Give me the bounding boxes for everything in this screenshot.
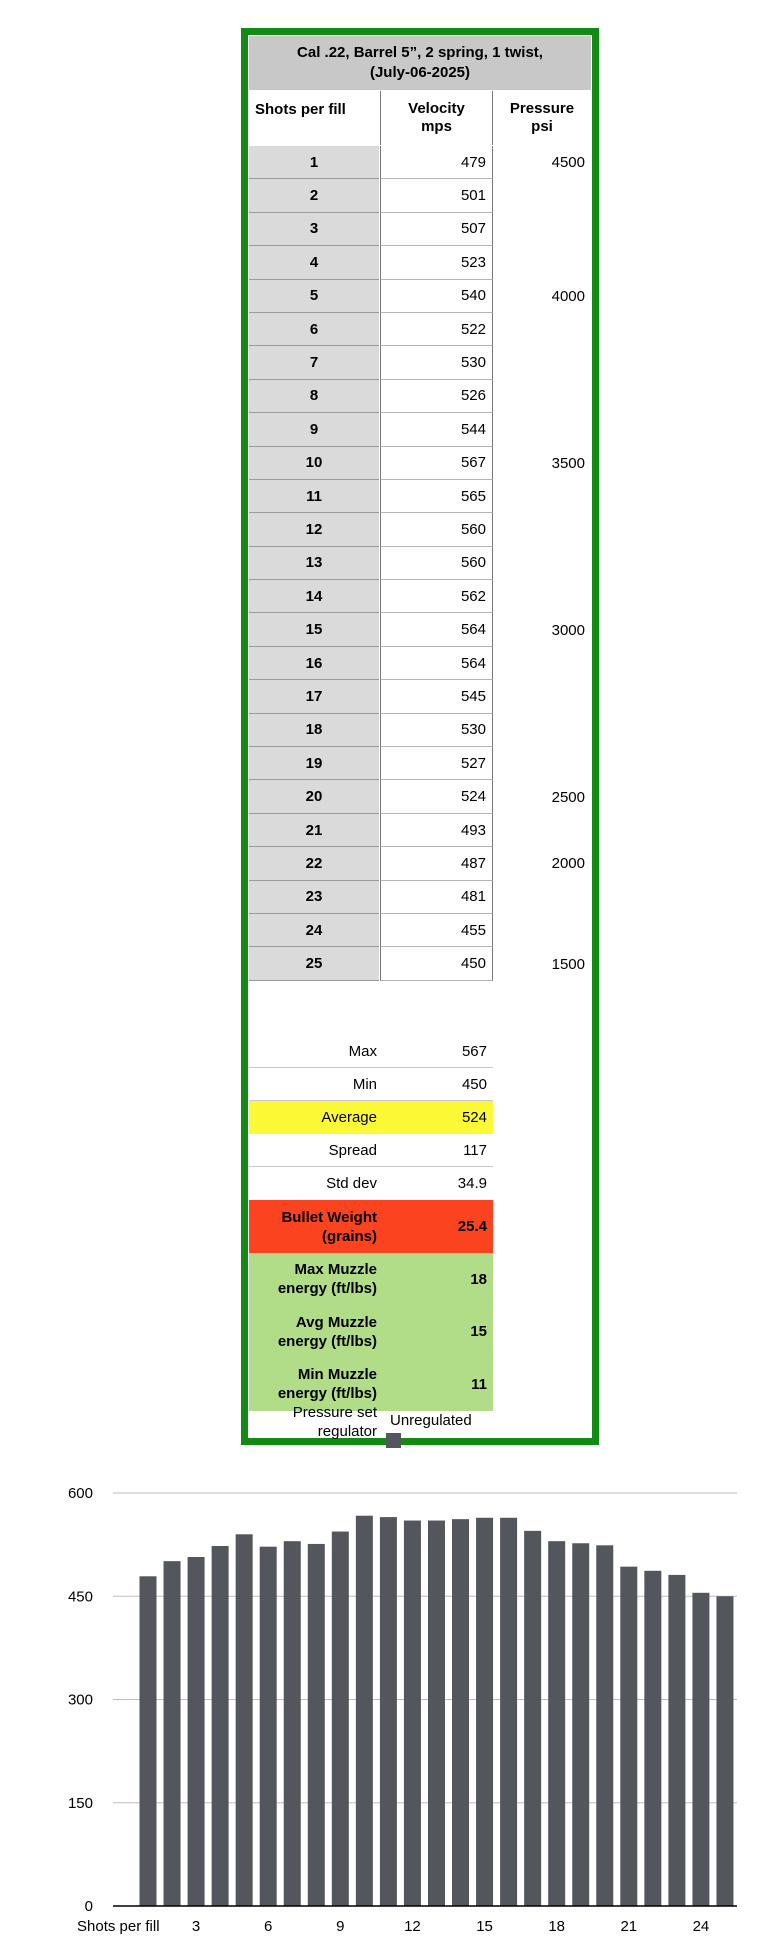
header-velocity-label: Velocity: [408, 100, 465, 117]
regulator-label-line1: Pressure set: [292, 1404, 377, 1421]
regulator-value: Unregulated: [390, 1412, 472, 1429]
pressure-cell: 2000: [551, 855, 585, 873]
shot-number-cell: 4: [249, 246, 379, 279]
table-row: [249, 747, 591, 780]
regulator-label: [249, 1403, 377, 1441]
legend-swatch: [386, 1433, 401, 1448]
velocity-cell: 560: [380, 547, 493, 580]
table-row: [249, 280, 591, 313]
shot-number-cell: 20: [249, 780, 379, 813]
avg-muzzle-energy-row: [249, 1306, 493, 1359]
x-tick-label: 9: [336, 1918, 345, 1935]
min-muzzle-energy-line1: Min Muzzle: [297, 1366, 377, 1384]
shot-number-cell: 25: [249, 947, 379, 980]
max-muzzle-energy-label: [249, 1260, 377, 1298]
shot-number-cell: 17: [249, 680, 379, 713]
velocity-cell: 544: [380, 413, 493, 446]
y-tick-label: 150: [67, 1794, 93, 1812]
table-row: [249, 714, 591, 747]
velocity-cell: 481: [380, 881, 493, 914]
velocity-cell: 530: [380, 346, 493, 379]
table-row: [249, 213, 591, 246]
stat-spread-label: Spread: [328, 1141, 377, 1159]
stat-min-value: 450: [461, 1075, 487, 1093]
table-row: [249, 146, 591, 179]
table-row: [249, 246, 591, 279]
stat-spread: [249, 1134, 493, 1167]
bar-shot-22: [644, 1571, 661, 1906]
shot-number-cell: 10: [249, 447, 379, 480]
pressure-cell: [493, 413, 591, 446]
shot-number-cell: 23: [249, 881, 379, 914]
bar-shot-9: [332, 1532, 349, 1906]
bar-shot-1: [140, 1576, 157, 1906]
shot-number-cell: 2: [249, 179, 379, 212]
shot-number-cell: 13: [249, 547, 379, 580]
chart-x-axis-label: Shots per fill: [77, 1918, 160, 1935]
avg-muzzle-energy-line1: Avg Muzzle: [295, 1313, 377, 1331]
pressure-cell: [493, 814, 591, 847]
header-shots-per-fill: [249, 91, 379, 145]
bar-shot-10: [356, 1516, 373, 1906]
pressure-cell: 3000: [551, 621, 585, 639]
table-row: [249, 313, 591, 346]
shot-number-cell: 6: [249, 313, 379, 346]
table-row: [249, 480, 591, 513]
stat-average-label: Average: [321, 1109, 377, 1126]
y-tick-label: 300: [67, 1691, 93, 1709]
pressure-cell: [493, 881, 591, 914]
stat-average-value: 524: [461, 1109, 487, 1126]
bullet-weight-label-line2: (grains): [321, 1227, 377, 1245]
table-row: [249, 179, 591, 212]
table-row: [249, 914, 591, 947]
bar-shot-5: [236, 1534, 253, 1906]
pressure-cell: [493, 647, 591, 680]
velocity-cell: 564: [380, 613, 493, 646]
velocity-cell: 501: [380, 179, 493, 212]
bar-shot-8: [308, 1544, 325, 1906]
x-tick-label: 24: [692, 1918, 710, 1935]
table-row: [249, 780, 591, 813]
x-tick-label: 3: [191, 1918, 201, 1935]
max-muzzle-energy-line2: energy (ft/lbs): [277, 1280, 377, 1298]
table-row: [249, 680, 591, 713]
chart-x-tick-labels: [192, 1918, 709, 1935]
header-pressure-label: Pressure: [509, 100, 575, 117]
velocity-cell: 455: [380, 914, 493, 947]
shot-number-cell: 11: [249, 480, 379, 513]
bar-shot-3: [188, 1557, 205, 1906]
avg-muzzle-energy-value: 15: [470, 1323, 487, 1341]
stat-max-label: Max: [348, 1042, 377, 1060]
bar-shot-21: [620, 1567, 637, 1906]
bar-shot-7: [284, 1541, 301, 1906]
bar-shot-14: [452, 1519, 469, 1906]
pressure-cell: [493, 179, 591, 212]
y-tick-label: 0: [84, 1898, 93, 1915]
shot-number-cell: 16: [249, 647, 379, 680]
pressure-cell: [493, 213, 591, 246]
shot-number-cell: 3: [249, 213, 379, 246]
bar-shot-18: [548, 1541, 565, 1906]
pressure-cell: [493, 480, 591, 513]
shot-number-cell: 8: [249, 380, 379, 413]
pressure-cell: [493, 714, 591, 747]
bar-shot-13: [428, 1521, 445, 1906]
chart-gridlines: [113, 1493, 737, 1803]
pressure-cell: [493, 914, 591, 947]
min-muzzle-energy-line2: energy (ft/lbs): [277, 1385, 377, 1403]
table-row: [249, 947, 591, 980]
pressure-cell: [493, 680, 591, 713]
bar-shot-2: [164, 1561, 181, 1906]
shot-number-cell: 19: [249, 747, 379, 780]
table-row: [249, 613, 591, 646]
bullet-weight-label: [249, 1208, 377, 1246]
velocity-cell: 562: [380, 580, 493, 613]
pressure-cell: 2500: [551, 788, 585, 806]
min-muzzle-energy-value: 11: [471, 1375, 487, 1393]
pressure-cell: [493, 747, 591, 780]
velocity-bar-chart: [0, 1460, 776, 1937]
x-tick-label: 21: [620, 1918, 638, 1935]
shot-number-cell: 7: [249, 346, 379, 379]
velocity-cell: 526: [380, 380, 493, 413]
table-row: [249, 580, 591, 613]
velocity-cell: 523: [380, 246, 493, 279]
header-velocity: [380, 91, 493, 145]
stat-min-label: Min: [352, 1075, 377, 1093]
velocity-cell: 530: [380, 714, 493, 747]
stat-min: [249, 1068, 493, 1101]
max-muzzle-energy-line1: Max Muzzle: [294, 1261, 377, 1279]
table-row: [249, 447, 591, 480]
table-row: [249, 380, 591, 413]
velocity-table-panel: [241, 28, 599, 1445]
stat-std-dev: [249, 1167, 493, 1200]
stat-max: [249, 1035, 493, 1068]
velocity-cell: 567: [380, 447, 493, 480]
max-muzzle-energy-row: [249, 1253, 493, 1306]
pressure-cell: 4000: [551, 287, 585, 305]
regulator-label-line2: regulator: [317, 1423, 377, 1440]
bar-shot-17: [524, 1531, 541, 1906]
bar-shot-12: [404, 1521, 421, 1906]
bar-shot-4: [212, 1546, 229, 1906]
stat-spread-value: 117: [463, 1141, 487, 1159]
table-row: [249, 814, 591, 847]
bullet-weight-label-line1: Bullet Weight: [281, 1208, 377, 1226]
bar-shot-25: [716, 1596, 733, 1906]
bar-shot-20: [596, 1545, 613, 1906]
bar-shot-11: [380, 1517, 397, 1906]
y-tick-label: 450: [67, 1588, 93, 1606]
velocity-cell: 522: [380, 313, 493, 346]
y-tick-label: 600: [67, 1485, 93, 1502]
pressure-cell: [493, 246, 591, 279]
shot-number-cell: 18: [249, 714, 379, 747]
stat-std-dev-value: 34.9: [457, 1175, 487, 1192]
header-pressure-unit: psi: [531, 118, 553, 135]
velocity-cell: 565: [380, 480, 493, 513]
max-muzzle-energy-value: 18: [470, 1270, 487, 1288]
pressure-cell: [493, 580, 591, 613]
table-row: [249, 346, 591, 379]
chart-bars: [140, 1516, 734, 1906]
table-row: [249, 513, 591, 546]
velocity-cell: 564: [380, 647, 493, 680]
header-velocity-unit: mps: [421, 118, 452, 135]
velocity-cell: 545: [380, 680, 493, 713]
x-tick-label: 6: [264, 1918, 273, 1935]
table-row: [249, 547, 591, 580]
pressure-cell: 4500: [551, 154, 585, 172]
table-row: [249, 413, 591, 446]
avg-muzzle-energy-label: [249, 1313, 377, 1351]
table-body: [249, 146, 591, 981]
shot-number-cell: 15: [249, 613, 379, 646]
bar-shot-6: [260, 1547, 277, 1906]
stat-average: [249, 1101, 493, 1134]
velocity-cell: 540: [380, 280, 493, 313]
pressure-cell: [493, 547, 591, 580]
shot-number-cell: 12: [249, 513, 379, 546]
velocity-cell: 507: [380, 213, 493, 246]
velocity-cell: 560: [380, 513, 493, 546]
bar-shot-24: [692, 1593, 709, 1906]
regulator-row: [249, 1398, 591, 1448]
header-shots-label: Shots per fill: [255, 101, 346, 118]
velocity-cell: 450: [380, 947, 493, 980]
table-row: [249, 881, 591, 914]
pressure-cell: 3500: [551, 454, 585, 472]
stats-block: [249, 1035, 493, 1411]
bar-shot-16: [500, 1518, 517, 1906]
pressure-cell: [493, 313, 591, 346]
shot-number-cell: 1: [249, 146, 379, 179]
x-tick-label: 12: [404, 1918, 421, 1935]
shot-number-cell: 14: [249, 580, 379, 613]
velocity-cell: 524: [380, 780, 493, 813]
avg-muzzle-energy-line2: energy (ft/lbs): [277, 1332, 377, 1350]
table-row: [249, 647, 591, 680]
stat-std-dev-label: Std dev: [326, 1175, 377, 1192]
chart-y-tick-labels: [68, 1485, 93, 1915]
bar-shot-15: [476, 1518, 493, 1906]
x-tick-label: 18: [548, 1918, 566, 1935]
velocity-cell: 479: [380, 146, 493, 179]
table-row: [249, 847, 591, 880]
pressure-cell: [493, 380, 591, 413]
velocity-cell: 493: [380, 814, 493, 847]
velocity-cell: 527: [380, 747, 493, 780]
table-title-line2: (July-06-2025): [369, 64, 471, 81]
header-pressure: [493, 91, 591, 145]
pressure-cell: [493, 346, 591, 379]
table-title-line1: Cal .22, Barrel 5”, 2 spring, 1 twist,: [297, 44, 543, 61]
shot-number-cell: 21: [249, 814, 379, 847]
pressure-cell: 1500: [551, 955, 585, 973]
shot-number-cell: 24: [249, 914, 379, 947]
bullet-weight-row: [249, 1200, 493, 1253]
shot-number-cell: 9: [249, 413, 379, 446]
bar-shot-19: [572, 1543, 589, 1906]
x-tick-label: 15: [476, 1918, 493, 1935]
shot-number-cell: 5: [249, 280, 379, 313]
bar-shot-23: [668, 1575, 685, 1906]
velocity-cell: 487: [380, 847, 493, 880]
stat-max-value: 567: [461, 1042, 487, 1060]
bullet-weight-value: 25.4: [457, 1218, 487, 1235]
pressure-cell: [493, 513, 591, 546]
shot-number-cell: 22: [249, 847, 379, 880]
table-title: [249, 36, 591, 90]
